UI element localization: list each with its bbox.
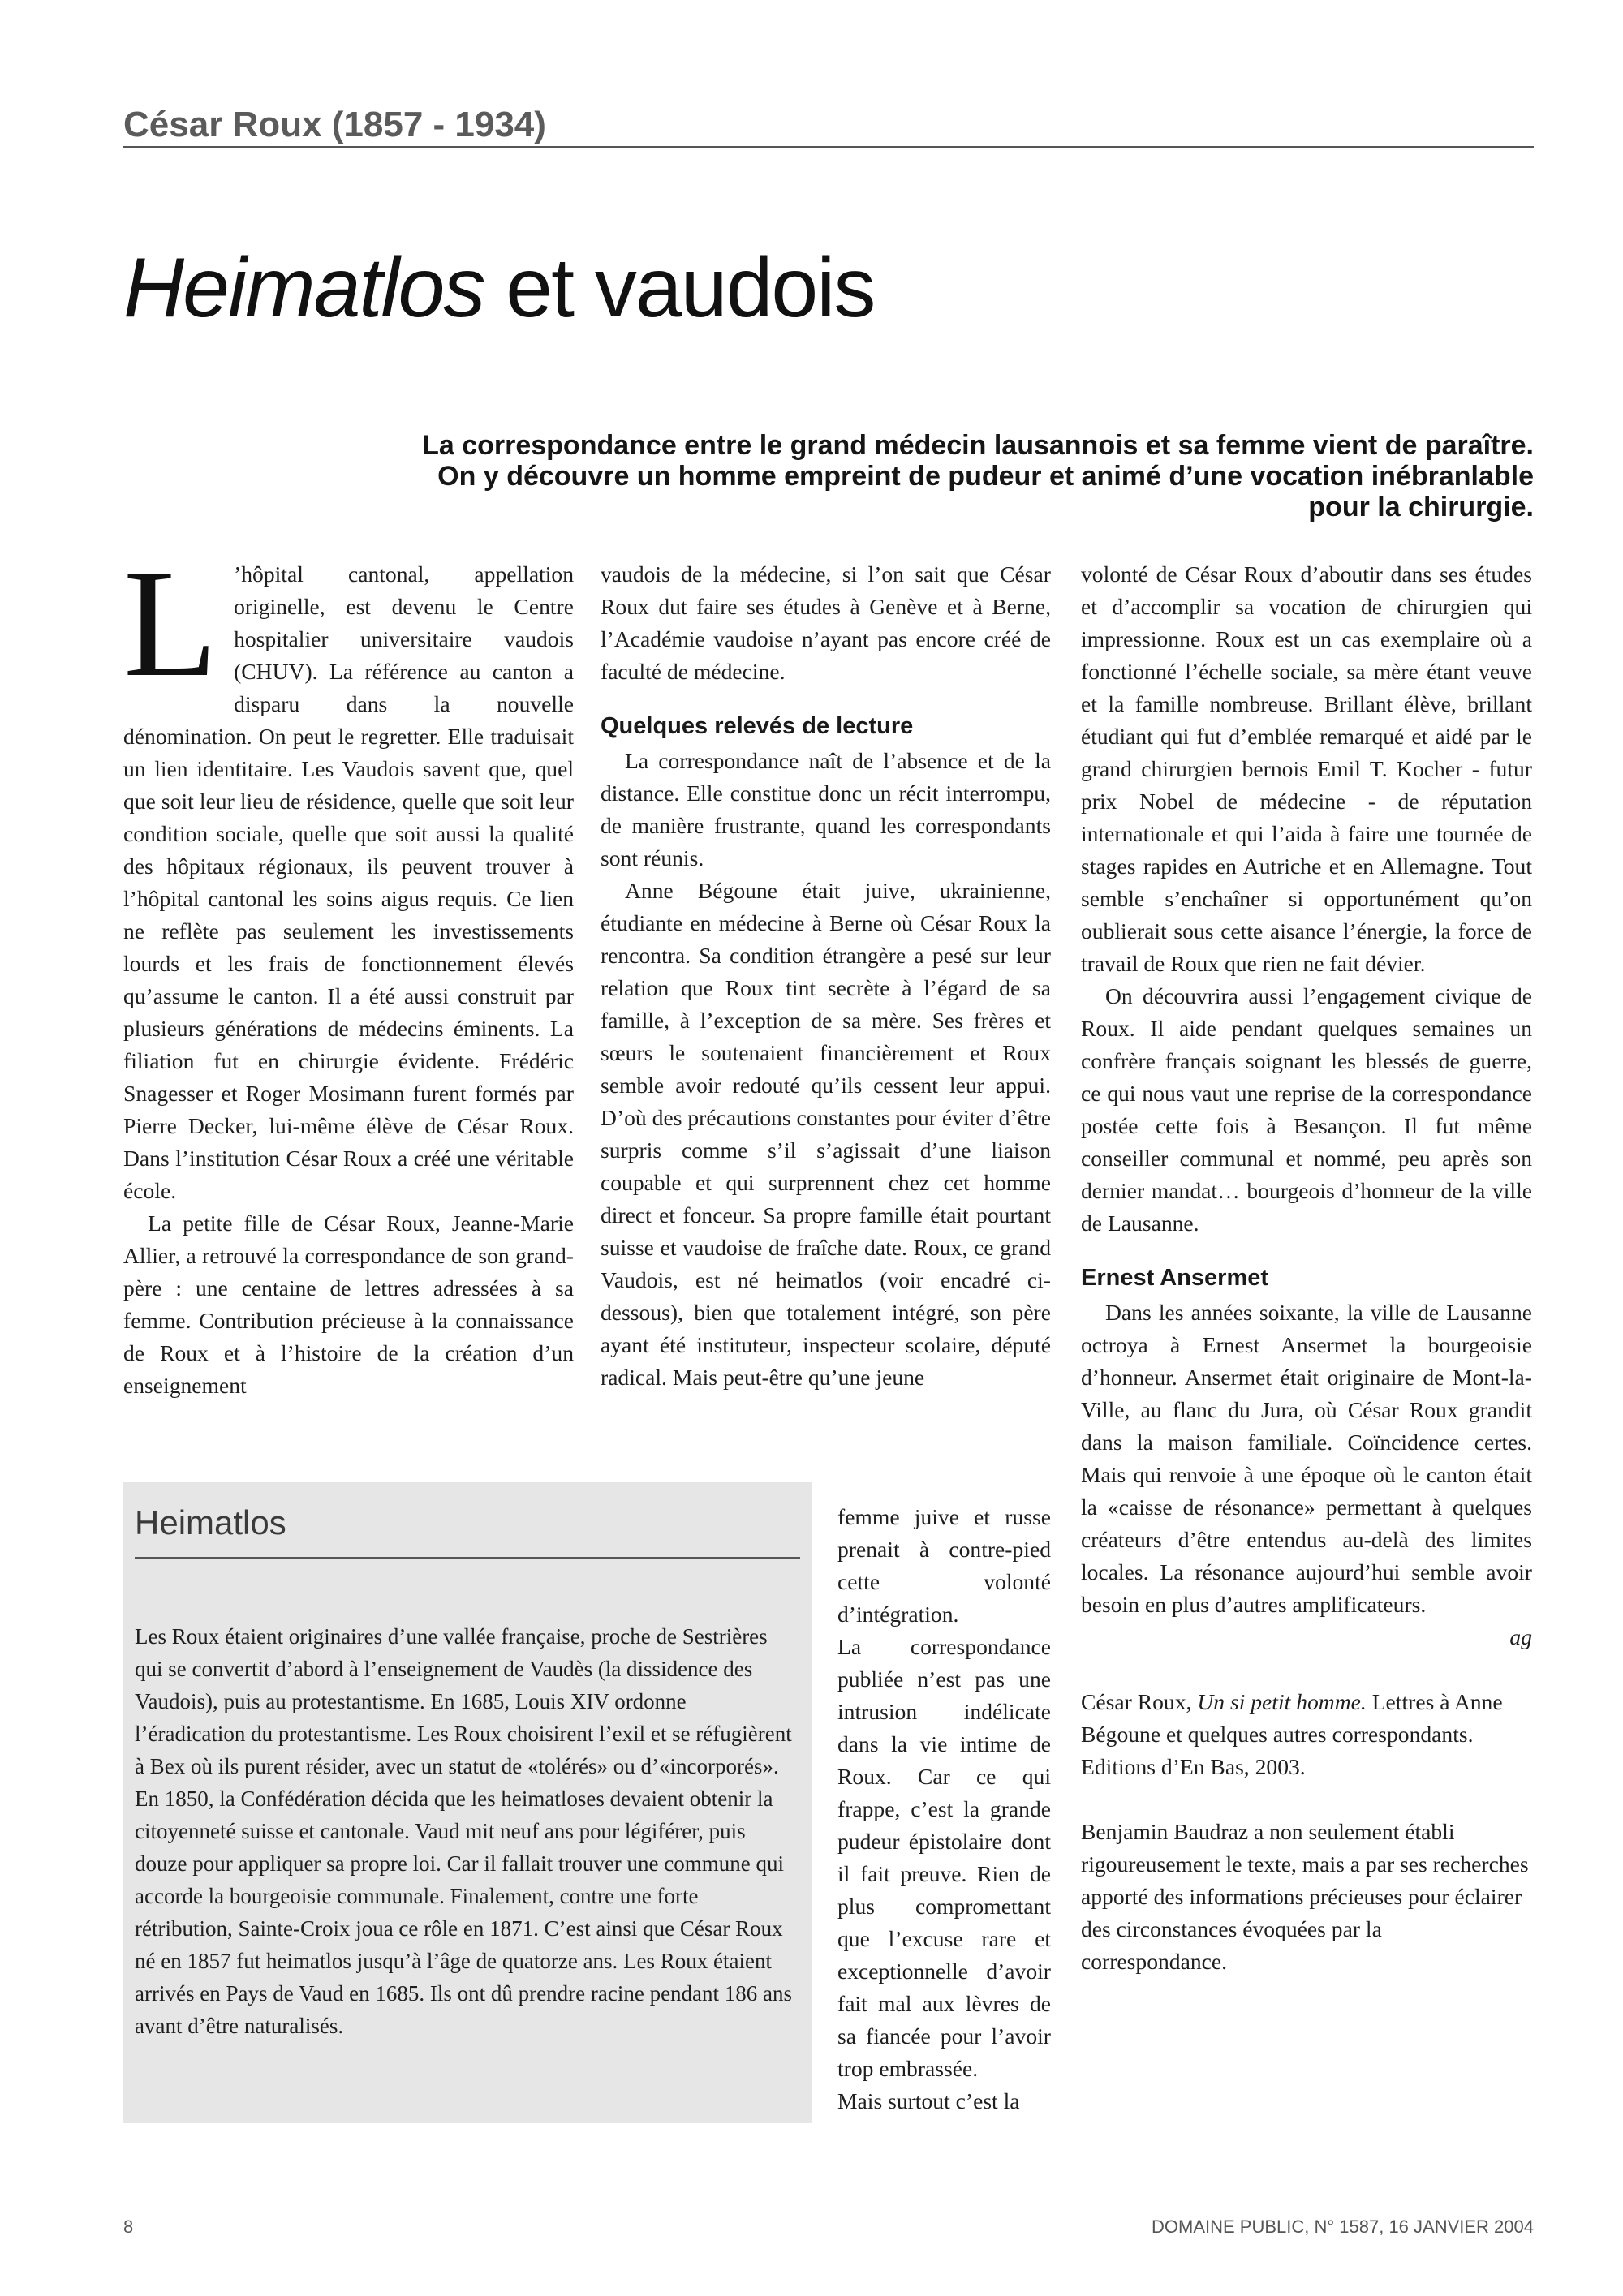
page-number: 8 bbox=[123, 2216, 134, 2237]
title-italic: Heimatlos bbox=[123, 241, 484, 335]
paragraph: vaudois de la médecine, si l’on sait que César Roux dut faire ses études à Genève et à Berne, l’Académie vaudoise n’ayant pas encore créé de faculté de médecine. bbox=[601, 561, 1051, 684]
article-column-2 bbox=[601, 558, 1051, 1394]
sidebar-paragraph: En 1850, la Confédération décida que les heimatloses devaient obtenir la citoyenneté suisse et cantonale. Vaud mit neuf ans pour légiférer, puis douze pour appliquer sa propre loi. Car il fallait trouver une commune qui accorde la bourgeoisie communale. Finalement, contre une forte rétribution, Sainte-Croix joua ce rôle en 1871. C’est ainsi que César Roux né en 1857 fut heimatlos jusqu’à l’âge de quatorze ans. Les Roux étaient arrivés en Pays de Vaud en 1685. Ils ont dû prendre racine pendant 186 ans avant d’être naturalisés. bbox=[135, 1786, 793, 2038]
article-column-1 bbox=[123, 539, 574, 1402]
reference-details: Lettres à Anne Bégoune et quelques autres correspondants. Editions d’En Bas, 2003. bbox=[1081, 1689, 1503, 1779]
paragraph: Mais surtout c’est la bbox=[837, 2088, 1020, 2113]
paragraph: On découvrira aussi l’engagement civique de Roux. Il aide pendant quelques semaines un confrère français soignant les blessés de guerre, ce qui nous vaut une reprise de la correspondance postée cette fois à Besançon. Il fut même conseiller communal et nommé, peu après son dernier mandat… bourgeois d’honneur de la ville de Lausanne. bbox=[1081, 983, 1532, 1236]
subheading: Quelques relevés de lecture bbox=[601, 713, 914, 739]
paragraph: La correspondance publiée n’est pas une intrusion indélicate dans la vie intime de Roux. Car ce qui frappe, c’est la grande pudeur épistolaire dont il fait preuve. Rien de plus compromettant que l’excuse rare et exceptionnelle d’avoir fait mal aux lèvres de sa fiancée pour l’avoir trop embrassée. bbox=[837, 1634, 1051, 2081]
section-header: César Roux (1857 - 1934) bbox=[123, 104, 1534, 148]
sidebar-paragraph: Les Roux étaient originaires d’une vallée française, proche de Sestrières qui se convertit d’abord à l’enseignement de Vaudès (la dissidence des Vaudois), puis au protestantisme. En 1685, Louis XIV ordonne l’éradication du protestantisme. Les Roux choisirent l’exil et se réfugièrent à Bex où ils purent résider, avec un statut de «tolérés» ou d’«incorporés». bbox=[135, 1624, 792, 1778]
title-rest: et vaudois bbox=[484, 241, 875, 335]
book-reference bbox=[1081, 1686, 1532, 1783]
sidebar-title: Heimatlos bbox=[135, 1503, 286, 1541]
paragraph: La correspondance naît de l’absence et de la distance. Elle constitue donc un récit interrompu, de manière frustrante, quand les correspondants sont réunis. bbox=[601, 748, 1051, 871]
heimatlos-sidebar bbox=[123, 1482, 812, 2123]
article-column-3 bbox=[1081, 558, 1532, 1978]
reference-author: César Roux, bbox=[1081, 1689, 1198, 1714]
article-column-2-continued bbox=[837, 1501, 1051, 2118]
reference-title: Un si petit homme. bbox=[1197, 1689, 1367, 1714]
issue-info: DOMAINE PUBLIC, N° 1587, 16 JANVIER 2004 bbox=[1152, 2216, 1534, 2237]
paragraph: femme juive et russe prenait à contre-pied cette volonté d’intégration. bbox=[837, 1504, 1051, 1627]
paragraph: Anne Bégoune était juive, ukrainienne, étudiante en médecine à Berne où César Roux la rencontra. Sa condition étrangère a pesé sur leur relation que Roux tint secrète à l’égard de sa famille, à l’exception de sa mère. Ses frères et sœurs le soutenaient financièrement et Roux semble avoir redouté qu’ils cessent leur appui. D’où des précautions constantes pour éviter d’être surpris comme s’il s’agissait d’une liaison coupable et qui surprennent chez cet homme direct et fonceur. Sa propre famille était pourtant suisse et vaudoise de fraîche date. Roux, ce grand Vaudois, est né heimatlos (voir encadré ci-dessous), bien que totalement intégré, son père ayant été instituteur, inspecteur scolaire, député radical. Mais peut-être qu’une jeune bbox=[601, 878, 1051, 1390]
author-signature: ag bbox=[1509, 1624, 1532, 1649]
paragraph: Dans les années soixante, la ville de Lausanne octroya à Ernest Ansermet la bourgeoisie d’honneur. Ansermet était originaire de Mont-la-Ville, au flanc du Jura, où César Roux grandit dans la maison familiale. Coïncidence certes. Mais qui renvoie à une époque où le canton était la «caisse de résonance» permettant à quelques créateurs d’être entendus au-delà des limites locales. La résonance aujourd’hui semble avoir besoin en plus d’autres amplificateurs. bbox=[1081, 1300, 1532, 1617]
drop-cap: L bbox=[123, 539, 218, 709]
subheading: Ernest Ansermet bbox=[1081, 1265, 1269, 1291]
paragraph: ’hôpital cantonal, appellation originelle, est devenu le Centre hospitalier universitaire vaudois (CHUV). La référence au canton a disparu dans la nouvelle dénomination. On peut le regretter. Elle traduisait un lien identitaire. Les Vaudois savent que, quel que soit leur lieu de résidence, quelle que soit leur condition sociale, quelle que soit aussi la qualité des hôpitaux régionaux, ils peuvent trouver à l’hôpital cantonal les soins aigus requis. Ce lien ne reflète pas seulement les investissements lourds et les frais de fonctionnement élevés qu’assume le canton. Il a été aussi construit par plusieurs générations de médecins éminents. La filiation fut en chirurgie évidente. Frédéric Snagesser et Roger Mosimann furent formés par Pierre Decker, lui-même élève de César Roux. Dans l’institution César Roux a créé une véritable école. bbox=[123, 561, 574, 1203]
sidebar-body bbox=[135, 1620, 800, 2042]
article-lede: La correspondance entre le grand médecin lausannois et sa femme vient de paraître. On y découvre un homme empreint de pudeur et animé d’une vocation inébranlable pour la chirurgie. bbox=[422, 430, 1534, 522]
sidebar-divider bbox=[135, 1557, 800, 1559]
paragraph: La petite fille de César Roux, Jeanne-Marie Allier, a retrouvé la correspondance de son grand-père : une centaine de lettres adressées à sa femme. Contribution précieuse à la connaissance de Roux et à l’histoire de la création d’un enseignement bbox=[123, 1210, 574, 1398]
article-title bbox=[123, 235, 874, 341]
editor-credit: Benjamin Baudraz a non seulement établi rigoureusement le texte, mais a par ses recherches apporté des informations précieuses pour éclairer des circonstances évoquées par la correspondance. bbox=[1081, 1819, 1529, 1974]
paragraph: volonté de César Roux d’aboutir dans ses études et d’accomplir sa vocation de chirurgien qui impressionne. Roux est un cas exemplaire où a fonctionné l’échelle sociale, sa mère étant veuve et la famille nombreuse. Brillant élève, brillant étudiant qui fut d’emblée remarqué et aidé par le grand chirurgien bernois Emil T. Kocher - futur prix Nobel de médecine - de réputation internationale et qui l’aida à faire une tournée de stages rapides en Autriche et en Allemagne. Tout semble s’enchaîner si opportunément qu’on oublierait sous cette aisance l’énergie, la force de travail de Roux que rien ne fait dévier. bbox=[1081, 561, 1532, 976]
